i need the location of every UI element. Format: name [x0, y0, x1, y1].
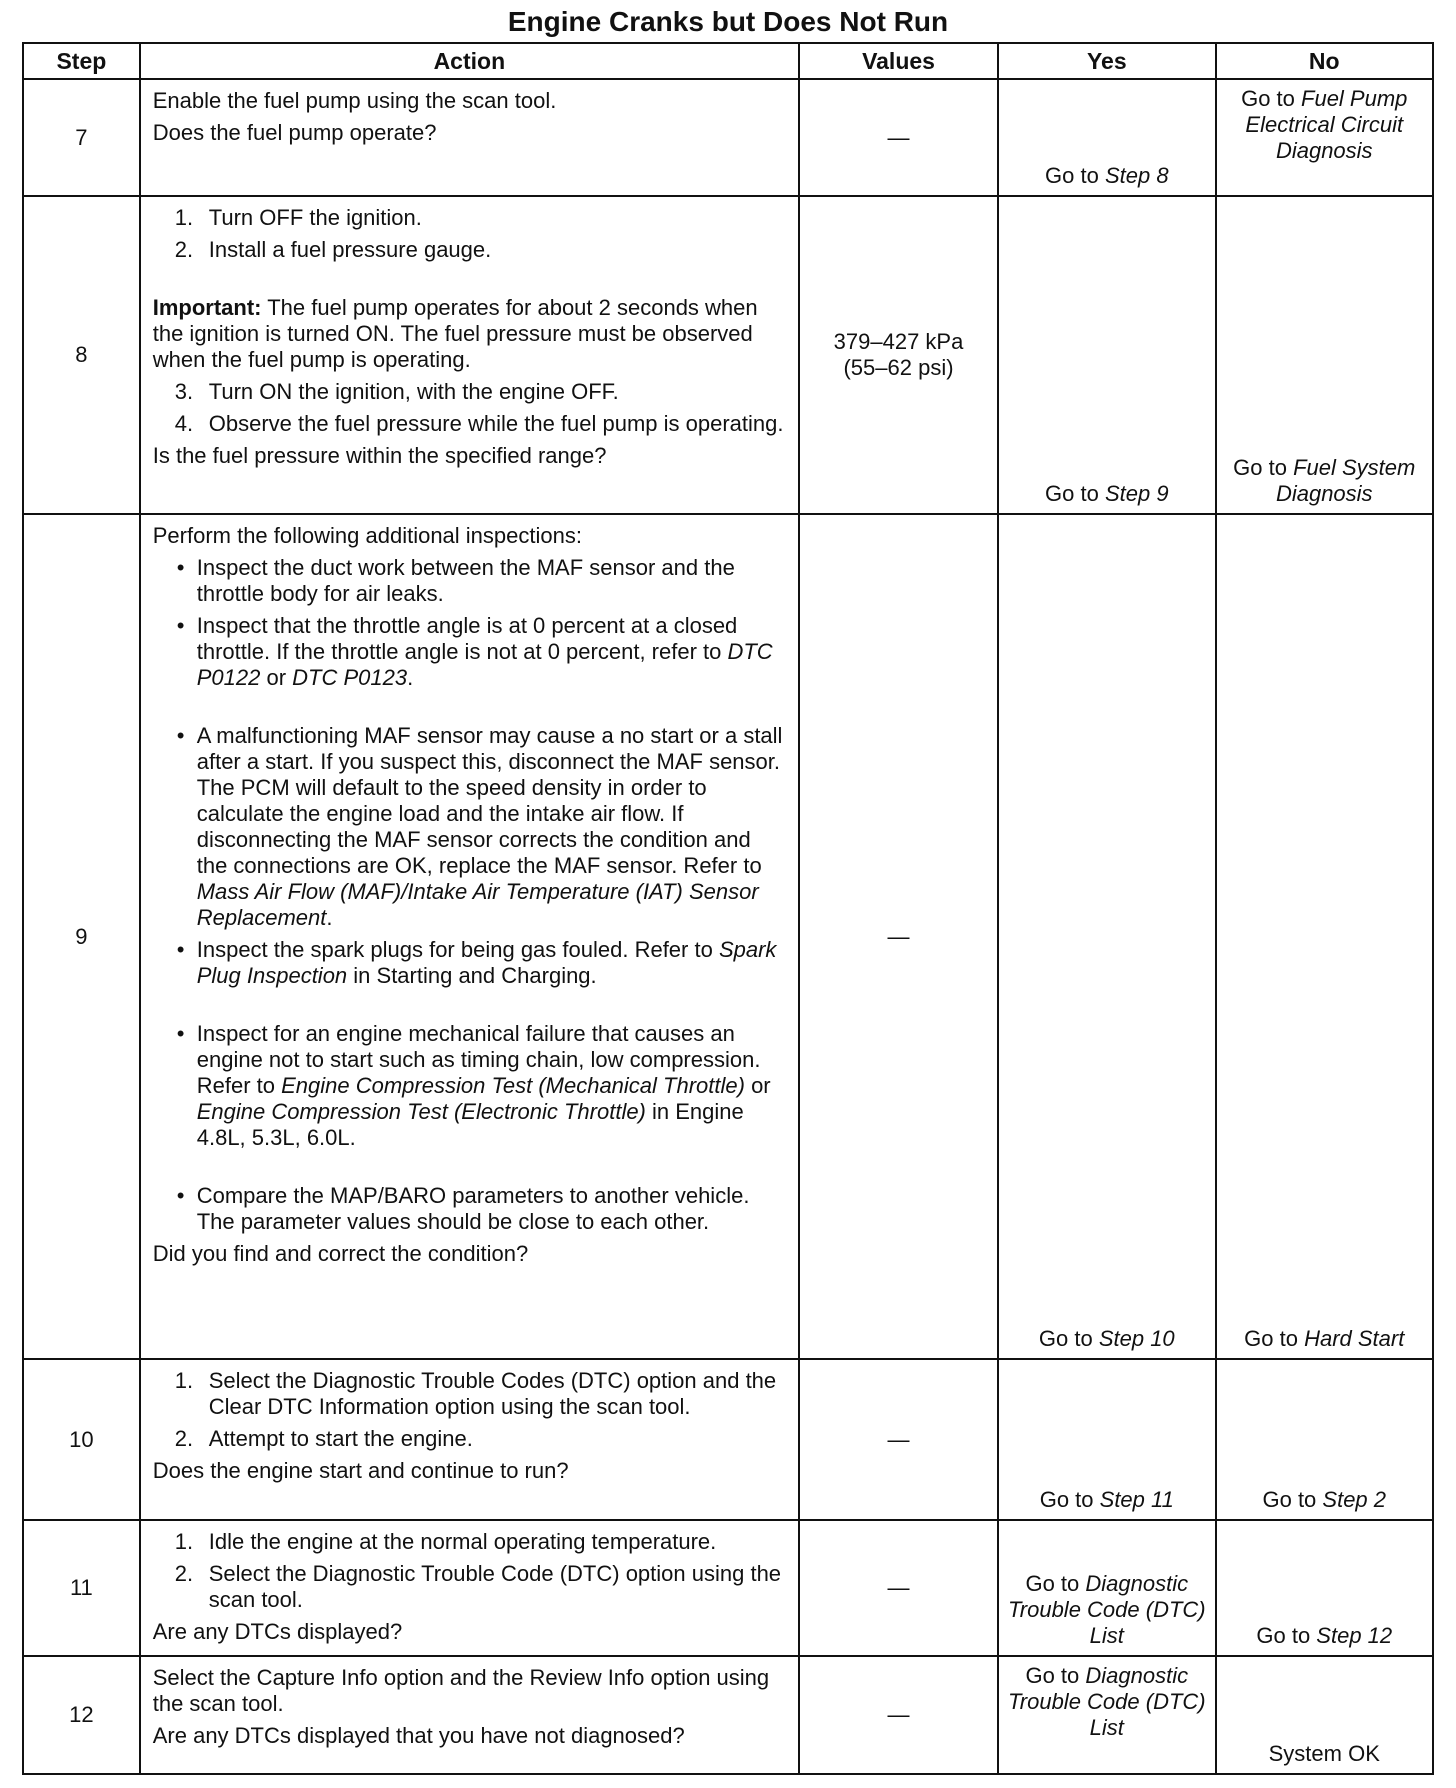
action-question: Does the engine start and continue to run?	[152, 1458, 569, 1483]
numbered-item	[153, 1529, 786, 1555]
bullet-text: or	[260, 665, 293, 690]
bullet-text: .	[326, 905, 333, 930]
bullet-text: A malfunctioning MAF sensor may cause a no start or a stall after a start. If you suspect this, disconnect the MAF sensor. The PCM will default to the speed density in order to calculate the engine load and the intake air flow. If disconnecting the MAF sensor corrects the condition and the connections are OK, replace the MAF sensor. Refer to	[196, 723, 783, 878]
yes-prefix: Go to	[1039, 1487, 1100, 1512]
item-text: Select the Diagnostic Trouble Codes (DTC) option and the Clear DTC Information option using the scan tool.	[208, 1368, 777, 1419]
table-row	[23, 514, 1433, 1359]
item-text: Select the Diagnostic Trouble Code (DTC) option using the scan tool.	[208, 1561, 782, 1612]
header-no: No	[1216, 43, 1433, 79]
numbered-item	[153, 205, 786, 231]
step-number: 10	[23, 1359, 140, 1520]
table-row	[23, 1359, 1433, 1520]
action-cell	[140, 79, 799, 196]
dtc-p0122-link[interactable]: DTC P0122	[196, 639, 773, 690]
action-question: Did you find and correct the condition?	[152, 1241, 529, 1266]
bullet-item: • Inspect the duct work between the MAF sensor and the throttle body for air leaks.	[176, 555, 735, 606]
action-line: Select the Capture Info option and the Review Info option using the scan tool.	[152, 1665, 770, 1716]
action-cell	[140, 1656, 799, 1774]
yes-cell	[998, 1520, 1215, 1656]
bullet-item: • Inspect that the throttle angle is at 0 percent at a closed throttle. If the throttle angle is not at 0 percent, refer to DTC P0122 or DTC P0123.	[176, 613, 773, 690]
important-note	[153, 295, 786, 373]
action-cell	[140, 1359, 799, 1520]
bullet-item: • Inspect the spark plugs for being gas fouled. Refer to Spark Plug Inspection in Starting and Charging.	[176, 937, 777, 988]
no-link[interactable]: Fuel Pump Electrical Circuit Diagnosis	[1245, 86, 1408, 163]
no-cell	[1216, 196, 1433, 514]
header-step: Step	[23, 43, 140, 79]
no-prefix: Go to	[1241, 86, 1302, 111]
no-link[interactable]: Fuel System Diagnosis	[1275, 455, 1416, 506]
maf-sensor-replacement-link[interactable]: Mass Air Flow (MAF)/Intake Air Temperature (IAT) Sensor Replacement	[196, 879, 759, 930]
yes-cell	[998, 1359, 1215, 1520]
no-prefix: Go to	[1262, 1487, 1323, 1512]
numbered-item	[153, 1561, 786, 1613]
bullet-item: • Compare the MAP/BARO parameters to another vehicle. The parameter values should be close to each other.	[176, 1183, 750, 1234]
item-number: 4.	[174, 411, 194, 436]
header-action: Action	[140, 43, 799, 79]
bullet-text: Inspect for an engine mechanical failure that causes an engine not to start such as timing chain, low compression. Refer to	[196, 1021, 761, 1098]
diagnostic-table	[22, 42, 1434, 1775]
bullet-text: or	[744, 1073, 771, 1098]
no-cell	[1216, 79, 1433, 196]
spacer	[153, 697, 786, 719]
yes-cell	[998, 79, 1215, 196]
no-cell	[1216, 1359, 1433, 1520]
item-text: Turn OFF the ignition.	[208, 205, 422, 230]
yes-link[interactable]: Diagnostic Trouble Code (DTC) List	[1007, 1571, 1206, 1648]
item-text: Turn ON the ignition, with the engine OFF.	[208, 379, 619, 404]
important-text: The fuel pump operates for about 2 seconds when the ignition is turned ON. The fuel pressure must be observed when the fuel pump is operating.	[152, 295, 758, 372]
numbered-item	[153, 237, 786, 263]
no-prefix: Go to	[1256, 1623, 1317, 1648]
value-cell	[799, 196, 998, 514]
table-row	[23, 1656, 1433, 1774]
table-row	[23, 79, 1433, 196]
table-row	[23, 1520, 1433, 1656]
item-text: Idle the engine at the normal operating temperature.	[208, 1529, 717, 1554]
bullet-item: • A malfunctioning MAF sensor may cause a no start or a stall after a start. If you suspect this, disconnect the MAF sensor. The PCM will default to the speed density in order to calculate the engine load and the intake air flow. If disconnecting the MAF sensor corrects the condition and the connections are OK, replace the MAF sensor. Refer to Mass Air Flow (MAF)/Intake Air Temperature (IAT) Sensor Replacement.	[176, 723, 783, 930]
spacer	[153, 995, 786, 1017]
action-intro: Perform the following additional inspections:	[152, 523, 582, 548]
yes-cell	[998, 196, 1215, 514]
step-number: 9	[23, 514, 140, 1359]
bullet-text: in Starting and Charging.	[347, 963, 597, 988]
yes-link[interactable]: Step 8	[1104, 163, 1169, 188]
no-prefix: Go to	[1233, 455, 1294, 480]
no-cell	[1216, 1520, 1433, 1656]
bullet-text: Compare the MAP/BARO parameters to another vehicle. The parameter values should be close to each other.	[196, 1183, 750, 1234]
action-question: Are any DTCs displayed?	[152, 1619, 403, 1644]
item-text: Install a fuel pressure gauge.	[208, 237, 492, 262]
numbered-item	[153, 411, 786, 437]
no-link[interactable]: Hard Start	[1304, 1326, 1405, 1351]
yes-prefix: Go to	[1025, 1663, 1086, 1688]
bullet-text: Inspect the duct work between the MAF sensor and the throttle body for air leaks.	[196, 555, 735, 606]
bullet-item: • Inspect for an engine mechanical failure that causes an engine not to start such as timing chain, low compression. Refer to Engine Compression Test (Mechanical Throttle) or Engine Compression Test (Electronic Throttle) in Engine 4.8L, 5.3L, 6.0L.	[176, 1021, 771, 1150]
item-number: 3.	[174, 379, 194, 404]
action-cell	[140, 514, 799, 1359]
compression-test-mechanical-link[interactable]: Engine Compression Test (Mechanical Throttle)	[281, 1073, 745, 1098]
no-cell	[1216, 514, 1433, 1359]
value-cell: —	[799, 1520, 998, 1656]
table-row	[23, 196, 1433, 514]
step-number: 11	[23, 1520, 140, 1656]
item-text: Observe the fuel pressure while the fuel pump is operating.	[208, 411, 784, 436]
yes-prefix: Go to	[1045, 163, 1105, 188]
header-values: Values	[799, 43, 998, 79]
spacer	[153, 1157, 786, 1179]
page-title: Engine Cranks but Does Not Run	[507, 6, 949, 37]
action-question: Does the fuel pump operate?	[152, 120, 437, 145]
compression-test-electronic-link[interactable]: Engine Compression Test (Electronic Throttle)	[196, 1099, 646, 1124]
numbered-item	[153, 1368, 786, 1420]
step-number: 12	[23, 1656, 140, 1774]
yes-prefix: Go to	[1045, 481, 1105, 506]
bullet-text: .	[407, 665, 414, 690]
item-number: 2.	[174, 237, 194, 262]
yes-link[interactable]: Step 9	[1104, 481, 1169, 506]
yes-link[interactable]: Diagnostic Trouble Code (DTC) List	[1007, 1663, 1206, 1740]
yes-prefix: Go to	[1038, 1326, 1099, 1351]
yes-link[interactable]: Step 11	[1099, 1487, 1174, 1512]
spacer	[153, 269, 786, 291]
action-question: Is the fuel pressure within the specified range?	[152, 443, 607, 468]
value-cell: —	[799, 1359, 998, 1520]
item-number: 2.	[174, 1426, 194, 1451]
header-yes: Yes	[998, 43, 1215, 79]
yes-cell	[998, 1656, 1215, 1774]
bullet-text: Inspect that the throttle angle is at 0 percent at a closed throttle. If the throttle angle is not at 0 percent, refer to	[196, 613, 738, 664]
no-prefix: Go to	[1244, 1326, 1305, 1351]
value-kpa: 379–427 kPa	[833, 329, 964, 354]
item-number: 1.	[174, 1368, 194, 1393]
value-cell: —	[799, 514, 998, 1359]
step-number: 8	[23, 196, 140, 514]
value-cell: —	[799, 79, 998, 196]
item-number: 1.	[174, 205, 194, 230]
action-cell	[140, 196, 799, 514]
no-cell: System OK	[1216, 1656, 1433, 1774]
item-number: 1.	[174, 1529, 194, 1554]
item-text: Attempt to start the engine.	[208, 1426, 473, 1451]
item-number: 2.	[174, 1561, 194, 1586]
bullet-text: Inspect the spark plugs for being gas fouled. Refer to	[196, 937, 719, 962]
action-cell	[140, 1520, 799, 1656]
bullet-text: in Engine 4.8L, 5.3L, 6.0L.	[196, 1099, 744, 1150]
spark-plug-inspection-link[interactable]: Spark Plug Inspection	[196, 937, 777, 988]
value-psi: (55–62 psi)	[843, 355, 954, 380]
value-cell: —	[799, 1656, 998, 1774]
step-number: 7	[23, 79, 140, 196]
no-link[interactable]: Step 12	[1316, 1623, 1393, 1648]
important-label: Important:	[152, 295, 262, 320]
numbered-item	[153, 379, 786, 405]
yes-cell	[998, 514, 1215, 1359]
header-row	[23, 43, 1433, 79]
yes-link[interactable]: Step 10	[1098, 1326, 1175, 1351]
yes-prefix: Go to	[1025, 1571, 1086, 1596]
numbered-item	[153, 1426, 786, 1452]
action-question: Are any DTCs displayed that you have not diagnosed?	[152, 1723, 685, 1748]
dtc-p0123-link[interactable]: DTC P0123	[292, 665, 408, 690]
no-link[interactable]: Step 2	[1322, 1487, 1387, 1512]
action-line: Enable the fuel pump using the scan tool.	[152, 88, 557, 113]
